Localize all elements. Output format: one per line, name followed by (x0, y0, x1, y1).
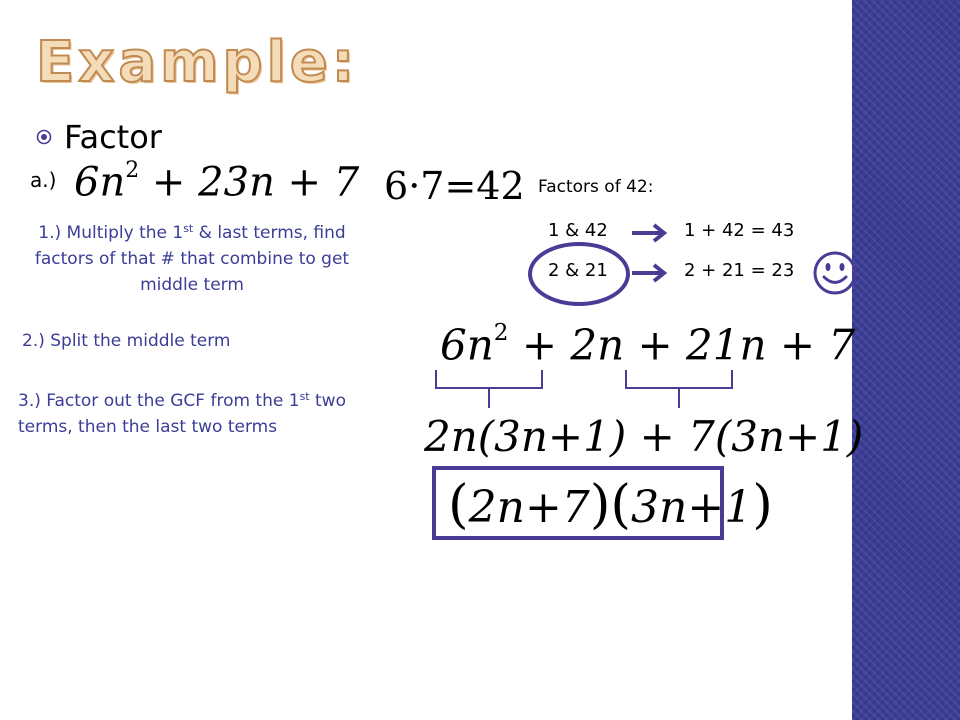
answer-expression: (2n+7)(3n+1) (448, 474, 773, 535)
target-bullet-icon (36, 129, 52, 145)
problem-expression: $6n^2 + 23n + 7$ (74, 158, 360, 206)
factor-sum-2: 2 + 21 = 23 (684, 260, 795, 281)
step-3-text: 3.) Factor out the GCF from the 1st two terms, then the last two terms (18, 390, 346, 437)
highlight-circle (528, 242, 630, 306)
part-label: a.) (30, 168, 57, 192)
step-2-text: 2.) Split the middle term (22, 331, 231, 351)
right-arrow-icon (630, 222, 674, 244)
factors-label: Factors of 42: (538, 177, 654, 197)
bullet-factor (36, 118, 162, 156)
step-1-text: 1.) Multiply the 1st & last terms, find factors of that # that combine to get middle term (34, 222, 350, 295)
decorative-sidebar (852, 0, 960, 720)
factor-sum-1: 1 + 42 = 43 (684, 220, 795, 241)
right-arrow-icon (630, 262, 674, 284)
slide-title: Example: (36, 30, 359, 95)
grouping-brackets (430, 366, 750, 412)
split-expression: $6n^2 + 2n + 21n + 7$ (440, 320, 856, 370)
factor-pair-2: 2 & 21 (548, 260, 608, 281)
smiley-icon (812, 250, 858, 296)
product-equation: 6·7=42 (384, 164, 525, 208)
factor-pair-1: 1 & 42 (548, 220, 608, 241)
bullet-text: Factor (64, 118, 162, 156)
gcf-expression: 2n(3n+1) + 7(3n+1) (424, 412, 864, 461)
